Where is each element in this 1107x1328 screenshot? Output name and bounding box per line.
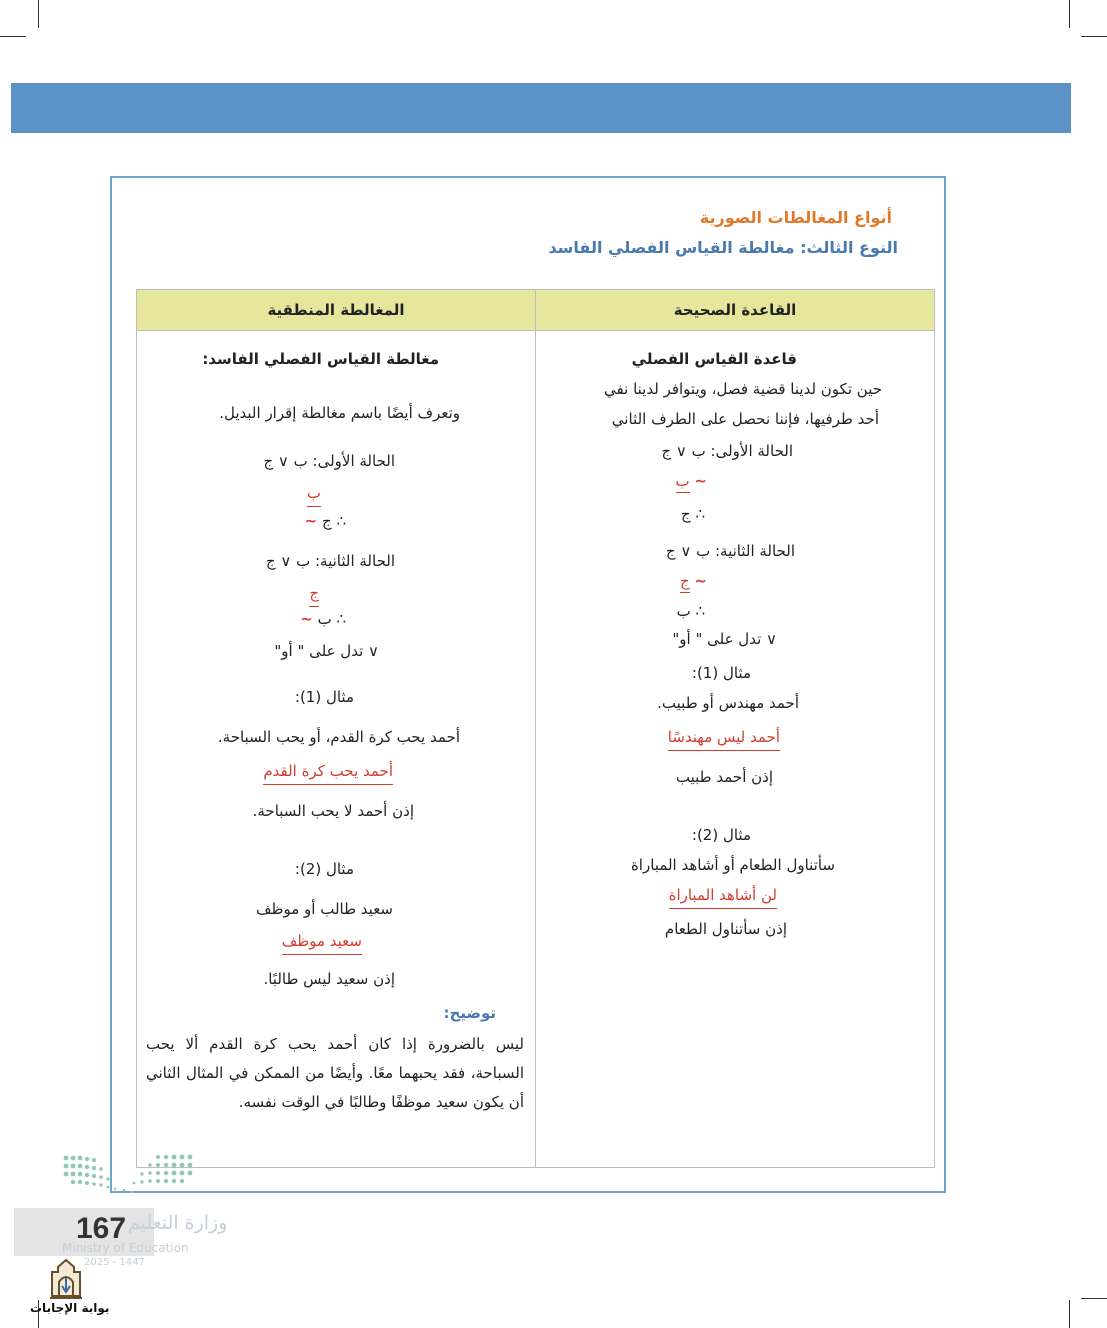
column-divider (535, 290, 536, 1167)
negation-symbol: ~ (694, 572, 707, 590)
fallacy-case-2-conclusion (298, 608, 346, 630)
crop-mark (1069, 1300, 1070, 1328)
header-fallacy: المغالطة المنطقية (267, 301, 405, 319)
negation-symbol: ~ (304, 512, 318, 530)
rule-intro-line-2: أحد طرفيها، فإننا نحصل على الطرف الثاني (611, 410, 879, 428)
rule-example-2-line-3: إذن سأتناول الطعام (664, 920, 787, 938)
fallacy-case-1: الحالة الأولى: ب ∨ ج (263, 452, 395, 470)
answers-portal-brand: بوابة الإجابات (30, 1301, 110, 1315)
rule-case-1-premise-text: ب (676, 472, 690, 493)
header-correct-rule: القاعدة الصحيحة (673, 301, 797, 319)
comparison-table (136, 289, 935, 1168)
rule-case-1-conclusion: ∴ ج (681, 505, 705, 523)
crop-mark (0, 36, 26, 37)
rule-case-1-premise (676, 470, 707, 492)
fallacy-example-2-line-3: إذن سعيد ليس طالبًا. (263, 970, 395, 988)
fallacy-case-1-conclusion-text: ∴ ج (322, 512, 346, 530)
rule-intro-line-1: حين تكون لدينا قضية فصل، ويتوافر لدينا نفي (604, 380, 882, 398)
rule-case-2: الحالة الثانية: ب ∨ ج (665, 542, 795, 560)
header-band (11, 83, 1071, 133)
section-title: أنواع المغالطات الصورية (699, 208, 892, 227)
fallacy-example-2-label: مثال (2): (294, 860, 354, 878)
content-frame (110, 176, 946, 1193)
type-title: النوع الثالث: مغالطة القياس الفصلي الفاسد (548, 238, 898, 257)
rule-or-note: ∨ تدل على " أو" (672, 630, 777, 648)
crop-mark (1069, 0, 1070, 28)
rule-example-1-label: مثال (1): (691, 664, 751, 682)
fallacy-case-1-premise: ب (307, 482, 321, 507)
fallacy-example-2-line-1: سعيد طالب أو موظف (256, 900, 393, 918)
fallacy-title: مغالطة القياس الفصلي الفاسد: (202, 350, 439, 368)
fallacy-example-1-line-1: أحمد يحب كرة القدم، أو يحب السباحة. (217, 728, 460, 746)
fallacy-example-1-line-3: إذن أحمد لا يحب السباحة. (252, 802, 414, 820)
negation-symbol: ~ (300, 610, 313, 628)
ministry-name-arabic: وزارة التعليم (128, 1212, 228, 1234)
rule-example-1-line-3: إذن أحمد طبيب (675, 768, 773, 786)
edition-year: 2025 - 1447 (84, 1257, 145, 1268)
rule-example-2-line-2: لن أشاهد المباراة (669, 884, 777, 909)
answers-portal-logo-icon (46, 1258, 86, 1300)
fallacy-note-text: ليس بالضرورة إذا كان أحمد يحب كرة القدم ألا يحب السباحة، فقد يحبهما معًا. وأيضًا من الممكن في المثال الثاني أن يكون سعيد موظفًا وطالبًا في الوقت نفسه. (146, 1035, 524, 1111)
fallacy-example-2-line-2: سعيد موظف (282, 930, 362, 955)
fallacy-note-label: توضيح: (443, 1004, 496, 1022)
negation-symbol: ~ (694, 472, 707, 490)
rule-example-2-line-1: سأتناول الطعام أو أشاهد المباراة (630, 856, 835, 874)
fallacy-or-note: ∨ تدل على " أو" (274, 642, 379, 660)
ministry-dots-logo (62, 1152, 197, 1198)
rule-case-1: الحالة الأولى: ب ∨ ج (661, 442, 793, 460)
crop-mark (1081, 36, 1107, 37)
rule-case-2-conclusion: ∴ ب (676, 602, 705, 620)
crop-mark (1081, 1298, 1107, 1299)
rule-example-1-line-2: أحمد ليس مهندسًا (668, 726, 780, 751)
ministry-name-english: Ministry of Education (62, 1241, 189, 1255)
rule-case-2-premise-text: ج (680, 572, 690, 593)
fallacy-case-1-conclusion (303, 510, 346, 532)
fallacy-example-1-line-2: أحمد يحب كرة القدم (263, 760, 393, 785)
rule-example-2-label: مثال (2): (691, 826, 751, 844)
rule-title: قاعدة القياس الفصلي (631, 350, 797, 368)
page-number: 167 (76, 1212, 127, 1245)
fallacy-alias: وتعرف أيضًا باسم مغالطة إقرار البديل. (219, 404, 460, 422)
fallacy-case-2: الحالة الثانية: ب ∨ ج (265, 552, 395, 570)
rule-example-1-line-1: أحمد مهندس أو طبيب. (657, 694, 799, 712)
fallacy-case-2-premise: ج (309, 582, 319, 607)
crop-mark (38, 0, 39, 28)
fallacy-example-1-label: مثال (1): (294, 688, 354, 706)
fallacy-case-2-conclusion-text: ∴ ب (317, 610, 346, 628)
rule-case-2-premise (680, 570, 707, 592)
